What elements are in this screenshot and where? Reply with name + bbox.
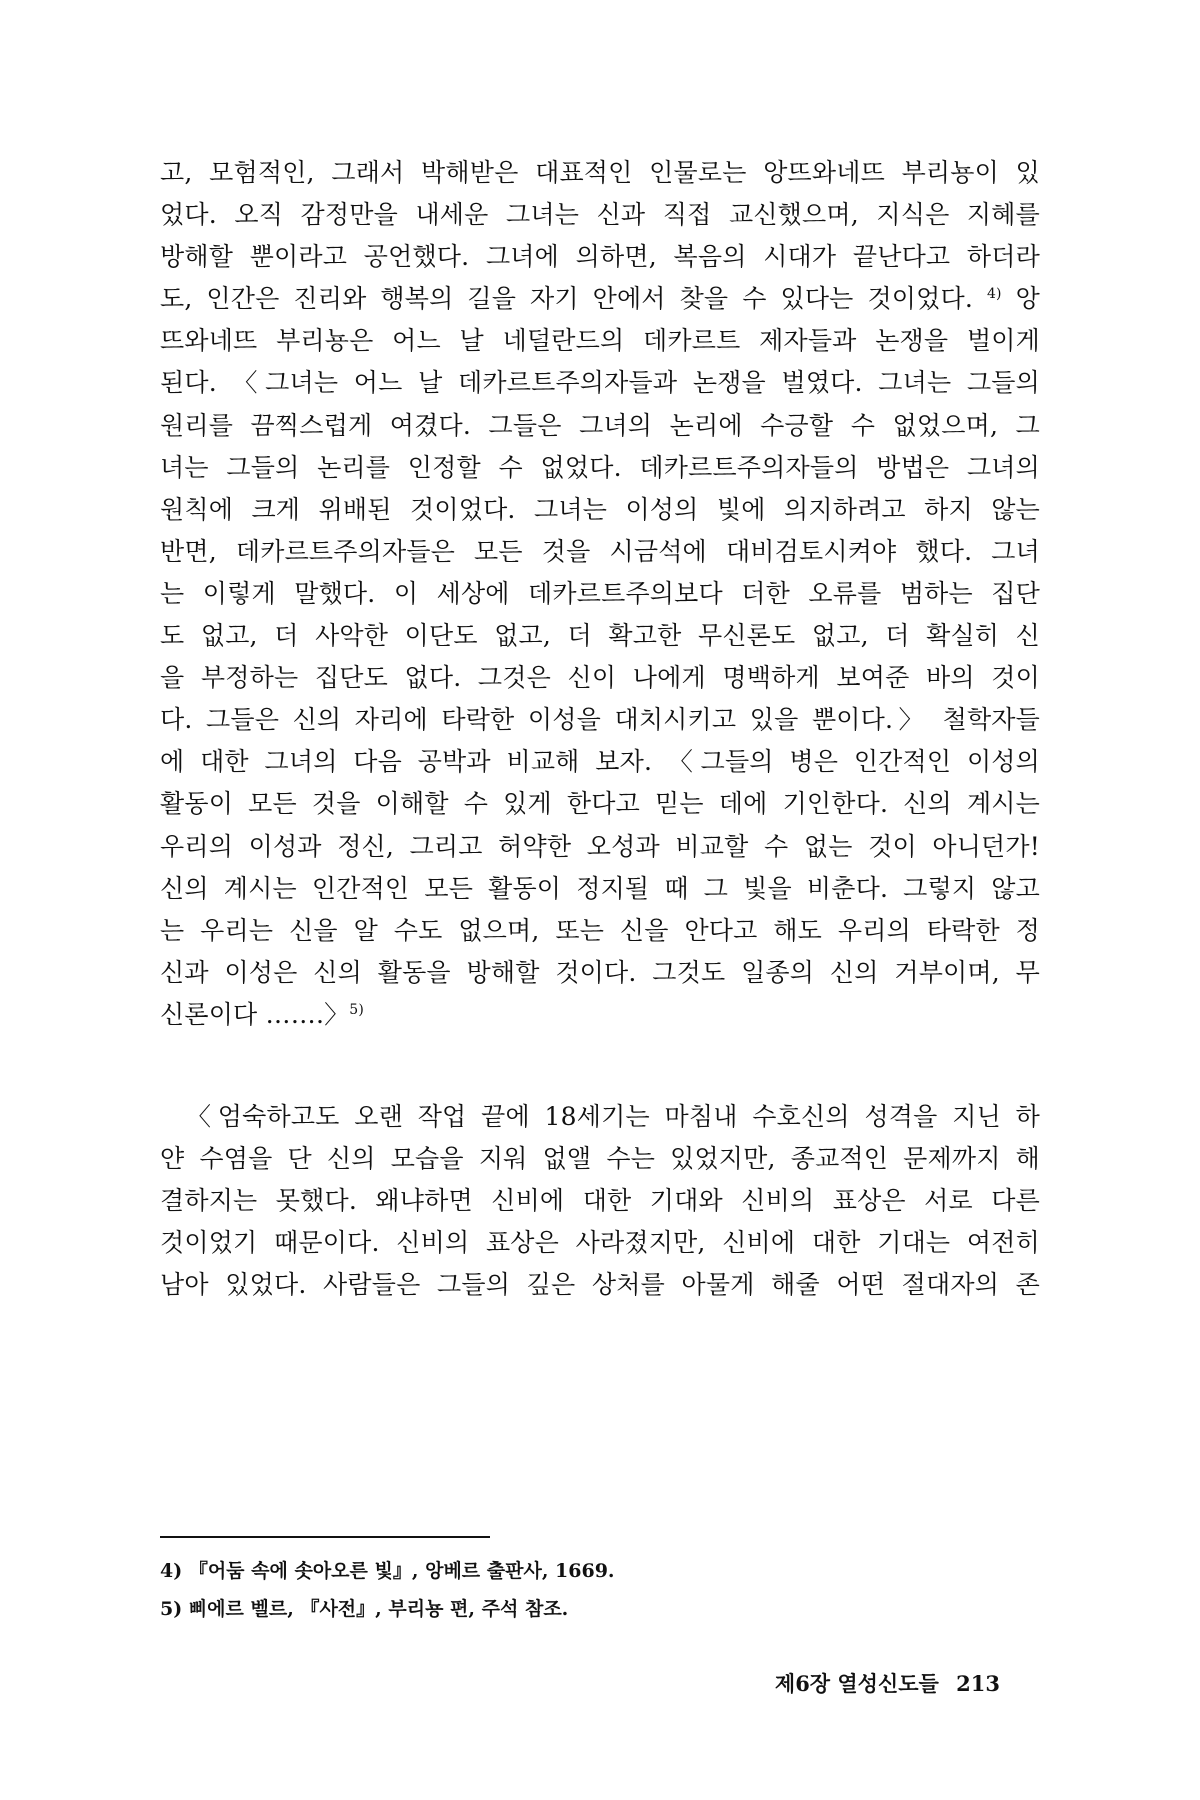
text-line-body: 도, 인간은 진리와 행복의 길을 자기 안에서 찾을 수 있다는 것이었다. (160, 284, 973, 314)
body-paragraph-1 (160, 152, 1040, 1036)
text-line: 원칙에 크게 위배된 것이었다. 그녀는 이성의 빛에 의지하려고 하지 않는 (160, 494, 1040, 524)
footnotes (160, 1552, 1040, 1628)
text-line-with-note-4 (160, 278, 1040, 320)
text-line: 원리를 끔찍스럽게 여겼다. 그들은 그녀의 논리에 수긍할 수 없었으며, 그 (160, 410, 1040, 440)
text-line: 었다. 오직 감정만을 내세운 그녀는 신과 직접 교신했으며, 지식은 지혜를 (160, 200, 1040, 230)
text-line: 반면, 데카르트주의자들은 모든 것을 시금석에 대비검토시켜야 했다. 그녀 (160, 536, 1040, 566)
text-line: 결하지는 못했다. 왜냐하면 신비에 대한 기대와 신비의 표상은 서로 다른 (160, 1186, 1040, 1216)
text-line: 남아 있었다. 사람들은 그들의 깊은 상처를 아물게 해줄 어떤 절대자의 존 (160, 1270, 1040, 1300)
text-line: 신의 계시는 인간적인 모든 활동이 정지될 때 그 빛을 비춘다. 그렇지 않고 (160, 873, 1040, 903)
text-line: 얀 수염을 단 신의 모습을 지워 없앨 수는 있었지만, 종교적인 문제까지 해 (160, 1144, 1040, 1174)
footnote-5: 5) 삐에르 벨르, 『사전』, 부리뇽 편, 주석 참조. (160, 1598, 569, 1620)
footnote-ref-5: 5) (349, 1001, 365, 1018)
text-line: 다. 그들은 신의 자리에 타락한 이성을 대치시키고 있을 뿐이다.〉 철학자들 (160, 705, 1040, 735)
text-line: 는 이렇게 말했다. 이 세상에 데카르트주의보다 더한 오류를 범하는 집단 (160, 578, 1040, 608)
text-line: 에 대한 그녀의 다음 공박과 비교해 보자. 〈그들의 병은 인간적인 이성의 (160, 747, 1040, 777)
page-number: 213 (956, 1671, 1000, 1696)
text-line: 녀는 그들의 논리를 인정할 수 없었다. 데카르트주의자들의 방법은 그녀의 (160, 452, 1040, 482)
footnote-4: 4) 『어둠 속에 솟아오른 빛』, 앙베르 출판사, 1669. (160, 1560, 615, 1582)
text-line-last (160, 994, 1040, 1036)
footnote-ref-4: 4) (986, 286, 1002, 303)
text-line-body: 신론이다 …….〉 (160, 999, 350, 1029)
running-footer (775, 1668, 1000, 1698)
body-paragraph-2 (160, 1096, 1040, 1306)
text-line: 된다. 〈그녀는 어느 날 데카르트주의자들과 논쟁을 벌였다. 그녀는 그들의 (160, 368, 1040, 398)
text-line: 뜨와네뜨 부리뇽은 어느 날 네덜란드의 데카르트 제자들과 논쟁을 벌이게 (160, 326, 1040, 356)
text-line: 것이었기 때문이다. 신비의 표상은 사라졌지만, 신비에 대한 기대는 여전히 (160, 1228, 1040, 1258)
footnote-divider (160, 1536, 490, 1538)
text-line: 우리의 이성과 정신, 그리고 허약한 오성과 비교할 수 없는 것이 아니던가! (160, 831, 1040, 861)
text-line: 도 없고, 더 사악한 이단도 없고, 더 확고한 무신론도 없고, 더 확실히 신 (160, 621, 1040, 651)
chapter-title: 제6장 열성신도들 (774, 1671, 939, 1696)
text-line: 을 부정하는 집단도 없다. 그것은 신이 나에게 명백하게 보여준 바의 것이 (160, 663, 1040, 693)
text-line: 고, 모험적인, 그래서 박해받은 대표적인 인물로는 앙뜨와네뜨 부리뇽이 있 (160, 158, 1040, 187)
text-line: 신과 이성은 신의 활동을 방해할 것이다. 그것도 일종의 신의 거부이며, 무 (160, 957, 1040, 987)
text-line-tail: 앙 (1015, 284, 1041, 314)
text-line: 활동이 모든 것을 이해할 수 있게 한다고 믿는 데에 기인한다. 신의 계시는 (160, 789, 1040, 819)
text-line: 는 우리는 신을 알 수도 없으며, 또는 신을 안다고 해도 우리의 타락한 정 (160, 915, 1040, 945)
text-line: 〈엄숙하고도 오랜 작업 끝에 18세기는 마침내 수호신의 성격을 지닌 하 (186, 1102, 1040, 1131)
text-line: 방해할 뿐이라고 공언했다. 그녀에 의하면, 복음의 시대가 끝난다고 하더라 (160, 242, 1040, 272)
